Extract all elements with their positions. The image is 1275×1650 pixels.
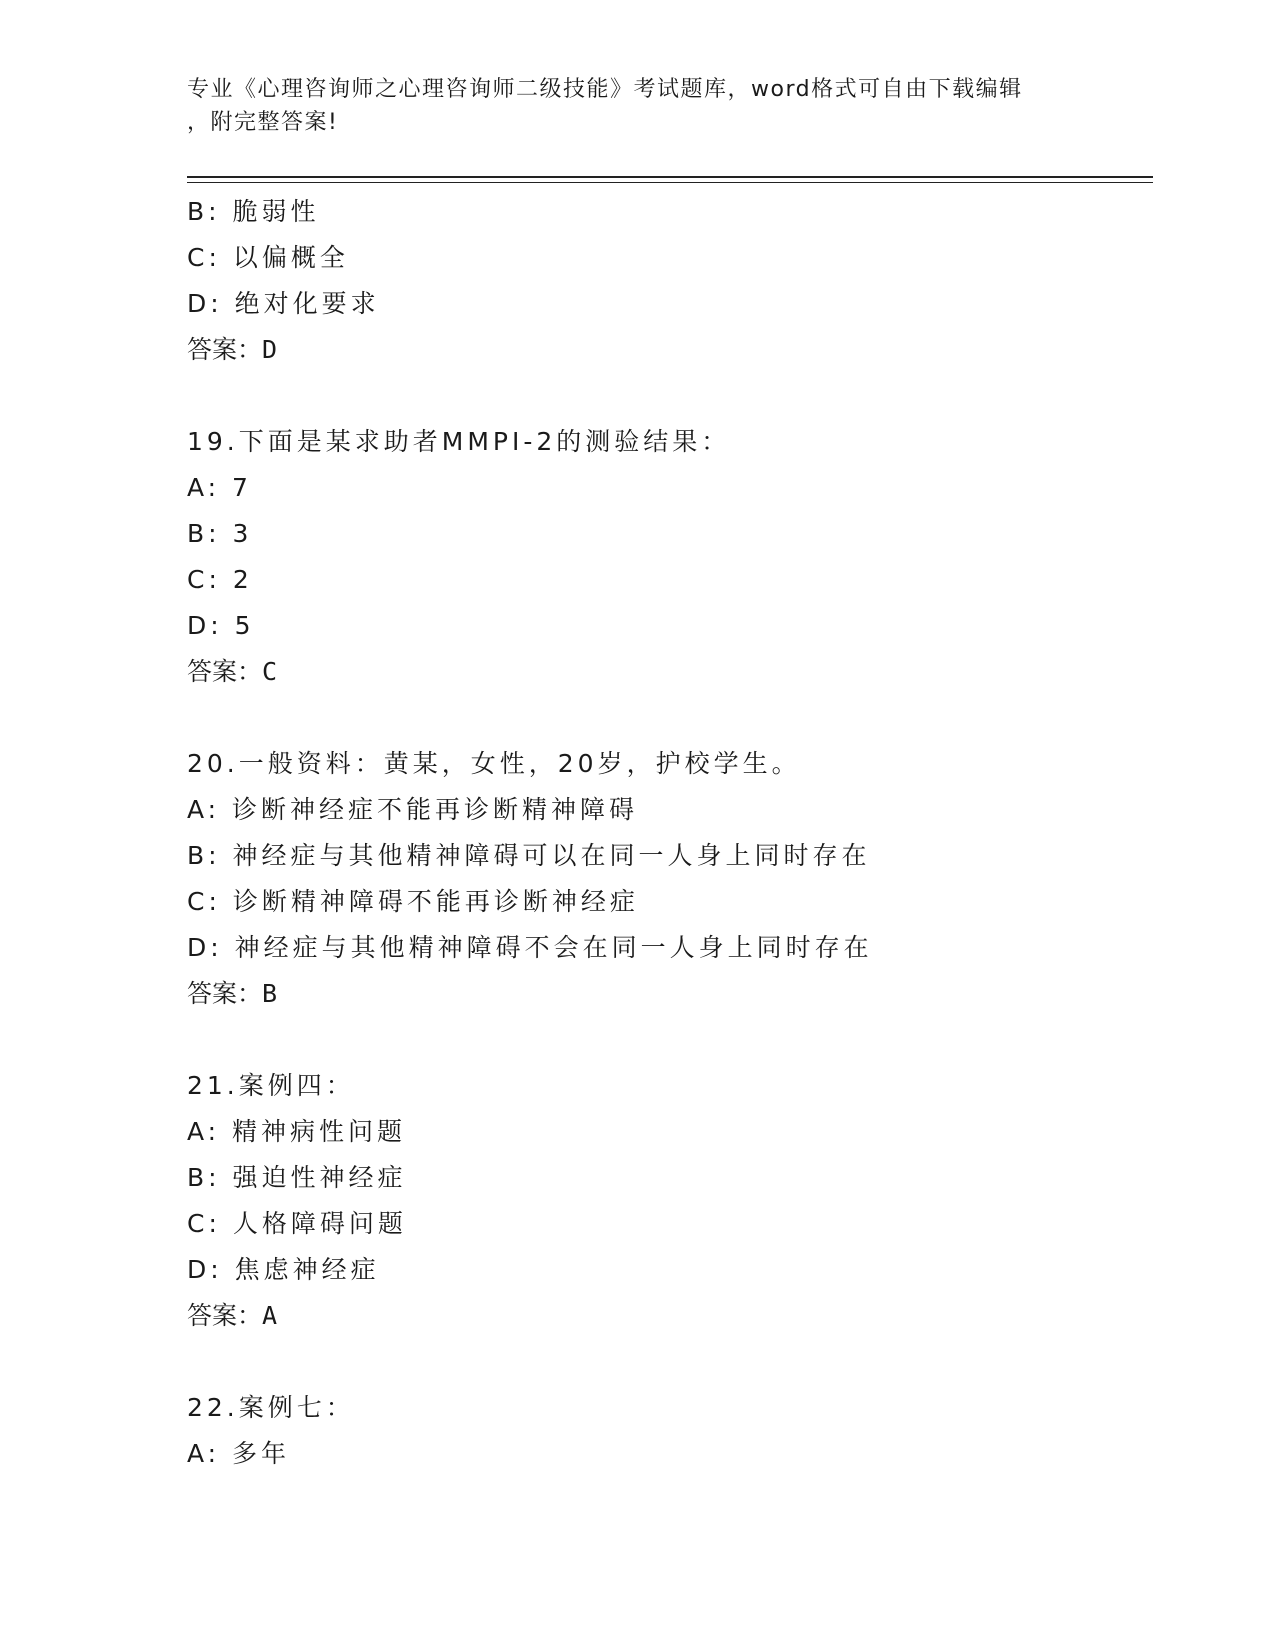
option-d: D: 绝对化要求 [187, 289, 380, 318]
question-22 [187, 1385, 1147, 1477]
option-a: A: 诊断神经症不能再诊断精神障碍 [187, 795, 639, 824]
spacer [187, 1339, 1147, 1385]
option-c: C: 人格障碍问题 [187, 1209, 407, 1238]
header-title-line-1: 专业《心理咨询师之心理咨询师二级技能》考试题库，word格式可自由下载编辑 [187, 77, 1023, 102]
option-a: A: 7 [187, 473, 252, 502]
spacer [187, 695, 1147, 741]
question-20 [187, 741, 1147, 1017]
question-19 [187, 419, 1147, 695]
option-c: C: 诊断精神障碍不能再诊断神经症 [187, 887, 639, 916]
spacer [187, 373, 1147, 419]
option-a: A: 多年 [187, 1439, 291, 1468]
option-b: B: 3 [187, 519, 253, 548]
option-a: A: 精神病性问题 [187, 1117, 407, 1146]
header-divider-thick [187, 176, 1153, 178]
question-stem: 19.下面是某求助者MMPI-2的测验结果： [187, 427, 731, 456]
answer-line: 答案：C [187, 657, 278, 686]
question-18-tail [187, 189, 1147, 373]
option-d: D: 5 [187, 611, 255, 640]
document-body [187, 189, 1147, 1477]
header-divider-thin [187, 182, 1153, 183]
question-stem: 20.一般资料：黄某，女性，20岁，护校学生。 [187, 749, 801, 778]
question-stem: 21.案例四： [187, 1071, 355, 1100]
option-b: B: 强迫性神经症 [187, 1163, 407, 1192]
option-b: B: 神经症与其他精神障碍可以在同一人身上同时存在 [187, 841, 871, 870]
spacer [187, 1017, 1147, 1063]
option-c: C: 以偏概全 [187, 243, 349, 272]
answer-line: 答案：D [187, 335, 278, 364]
question-stem: 22.案例七： [187, 1393, 355, 1422]
document-header [187, 73, 1067, 139]
option-d: D: 焦虑神经症 [187, 1255, 380, 1284]
answer-line: 答案：A [187, 1301, 278, 1330]
option-b: B: 脆弱性 [187, 197, 320, 226]
option-d: D: 神经症与其他精神障碍不会在同一人身上同时存在 [187, 933, 873, 962]
question-21 [187, 1063, 1147, 1339]
option-c: C: 2 [187, 565, 253, 594]
answer-line: 答案：B [187, 979, 278, 1008]
header-title-line-2: ，附完整答案! [187, 110, 339, 135]
